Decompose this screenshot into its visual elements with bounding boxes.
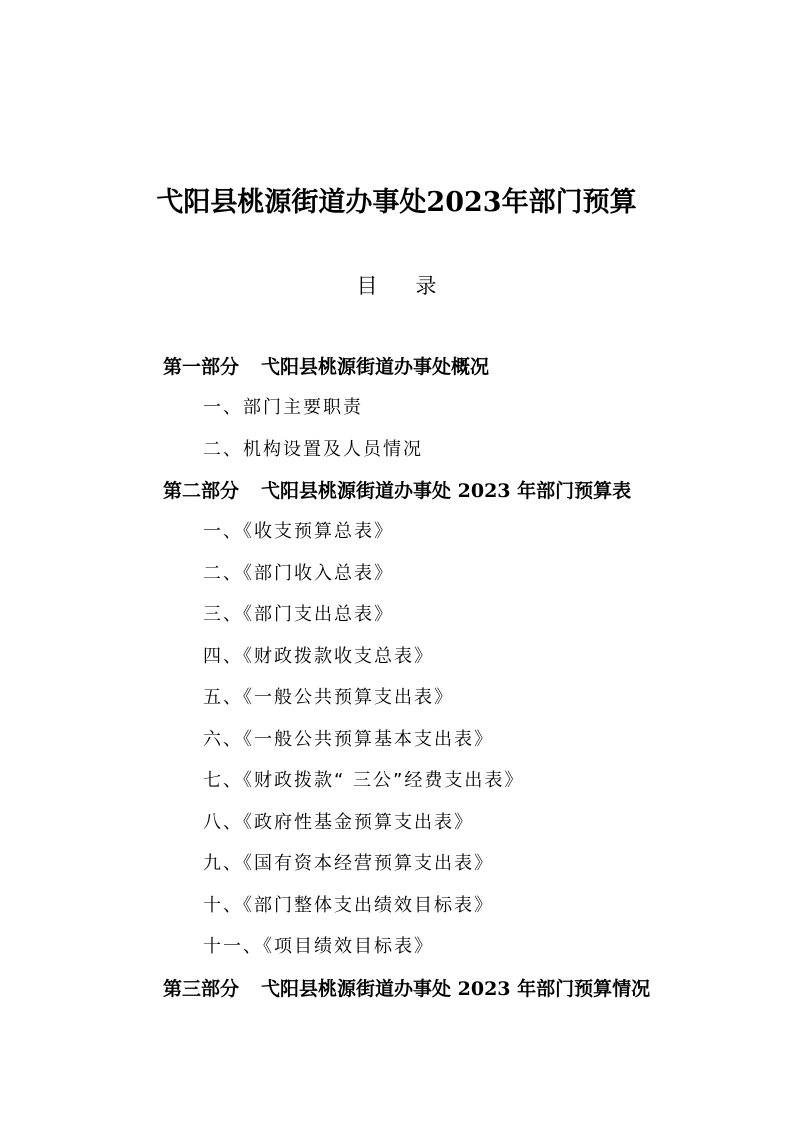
toc-item: 八、《政府性基金预算支出表》 xyxy=(203,812,474,833)
part-number: 第三部分 xyxy=(163,978,240,1000)
toc-part-2 xyxy=(163,476,631,506)
toc-item: 一、《收支预算总表》 xyxy=(203,521,394,542)
toc-item: 三、《部门支出总表》 xyxy=(203,604,394,625)
toc-item: 五、《一般公共预算支出表》 xyxy=(203,687,454,708)
toc-item: 九、《国有资本经营预算支出表》 xyxy=(203,853,494,874)
toc-part-1 xyxy=(163,352,489,382)
part-number: 第一部分 xyxy=(163,356,240,378)
toc-item: 十、《部门整体支出绩效目标表》 xyxy=(203,895,494,916)
document-title: 弋阳县桃源街道办事处2023年部门预算 xyxy=(156,187,637,218)
toc-item: 十一、《项目绩效目标表》 xyxy=(203,936,434,957)
toc-item: 七、《财政拨款“ 三公”经费支出表》 xyxy=(203,770,525,791)
toc-item: 二、机构设置及人员情况 xyxy=(203,439,423,460)
toc-item: 六、《一般公共预算基本支出表》 xyxy=(203,729,494,750)
toc-part-3 xyxy=(163,974,650,1004)
part-title: 弋阳县桃源街道办事处 2023 年部门预算表 xyxy=(261,480,632,502)
toc-item: 二、《部门收入总表》 xyxy=(203,563,394,584)
toc-heading: 目录 xyxy=(356,274,475,298)
toc-item: 四、《财政拨款收支总表》 xyxy=(203,646,434,667)
part-title: 弋阳县桃源街道办事处 2023 年部门预算情况 xyxy=(261,978,651,1000)
toc-item: 一、部门主要职责 xyxy=(203,397,363,418)
part-number: 第二部分 xyxy=(163,480,240,502)
part-title: 弋阳县桃源街道办事处概况 xyxy=(261,356,490,378)
